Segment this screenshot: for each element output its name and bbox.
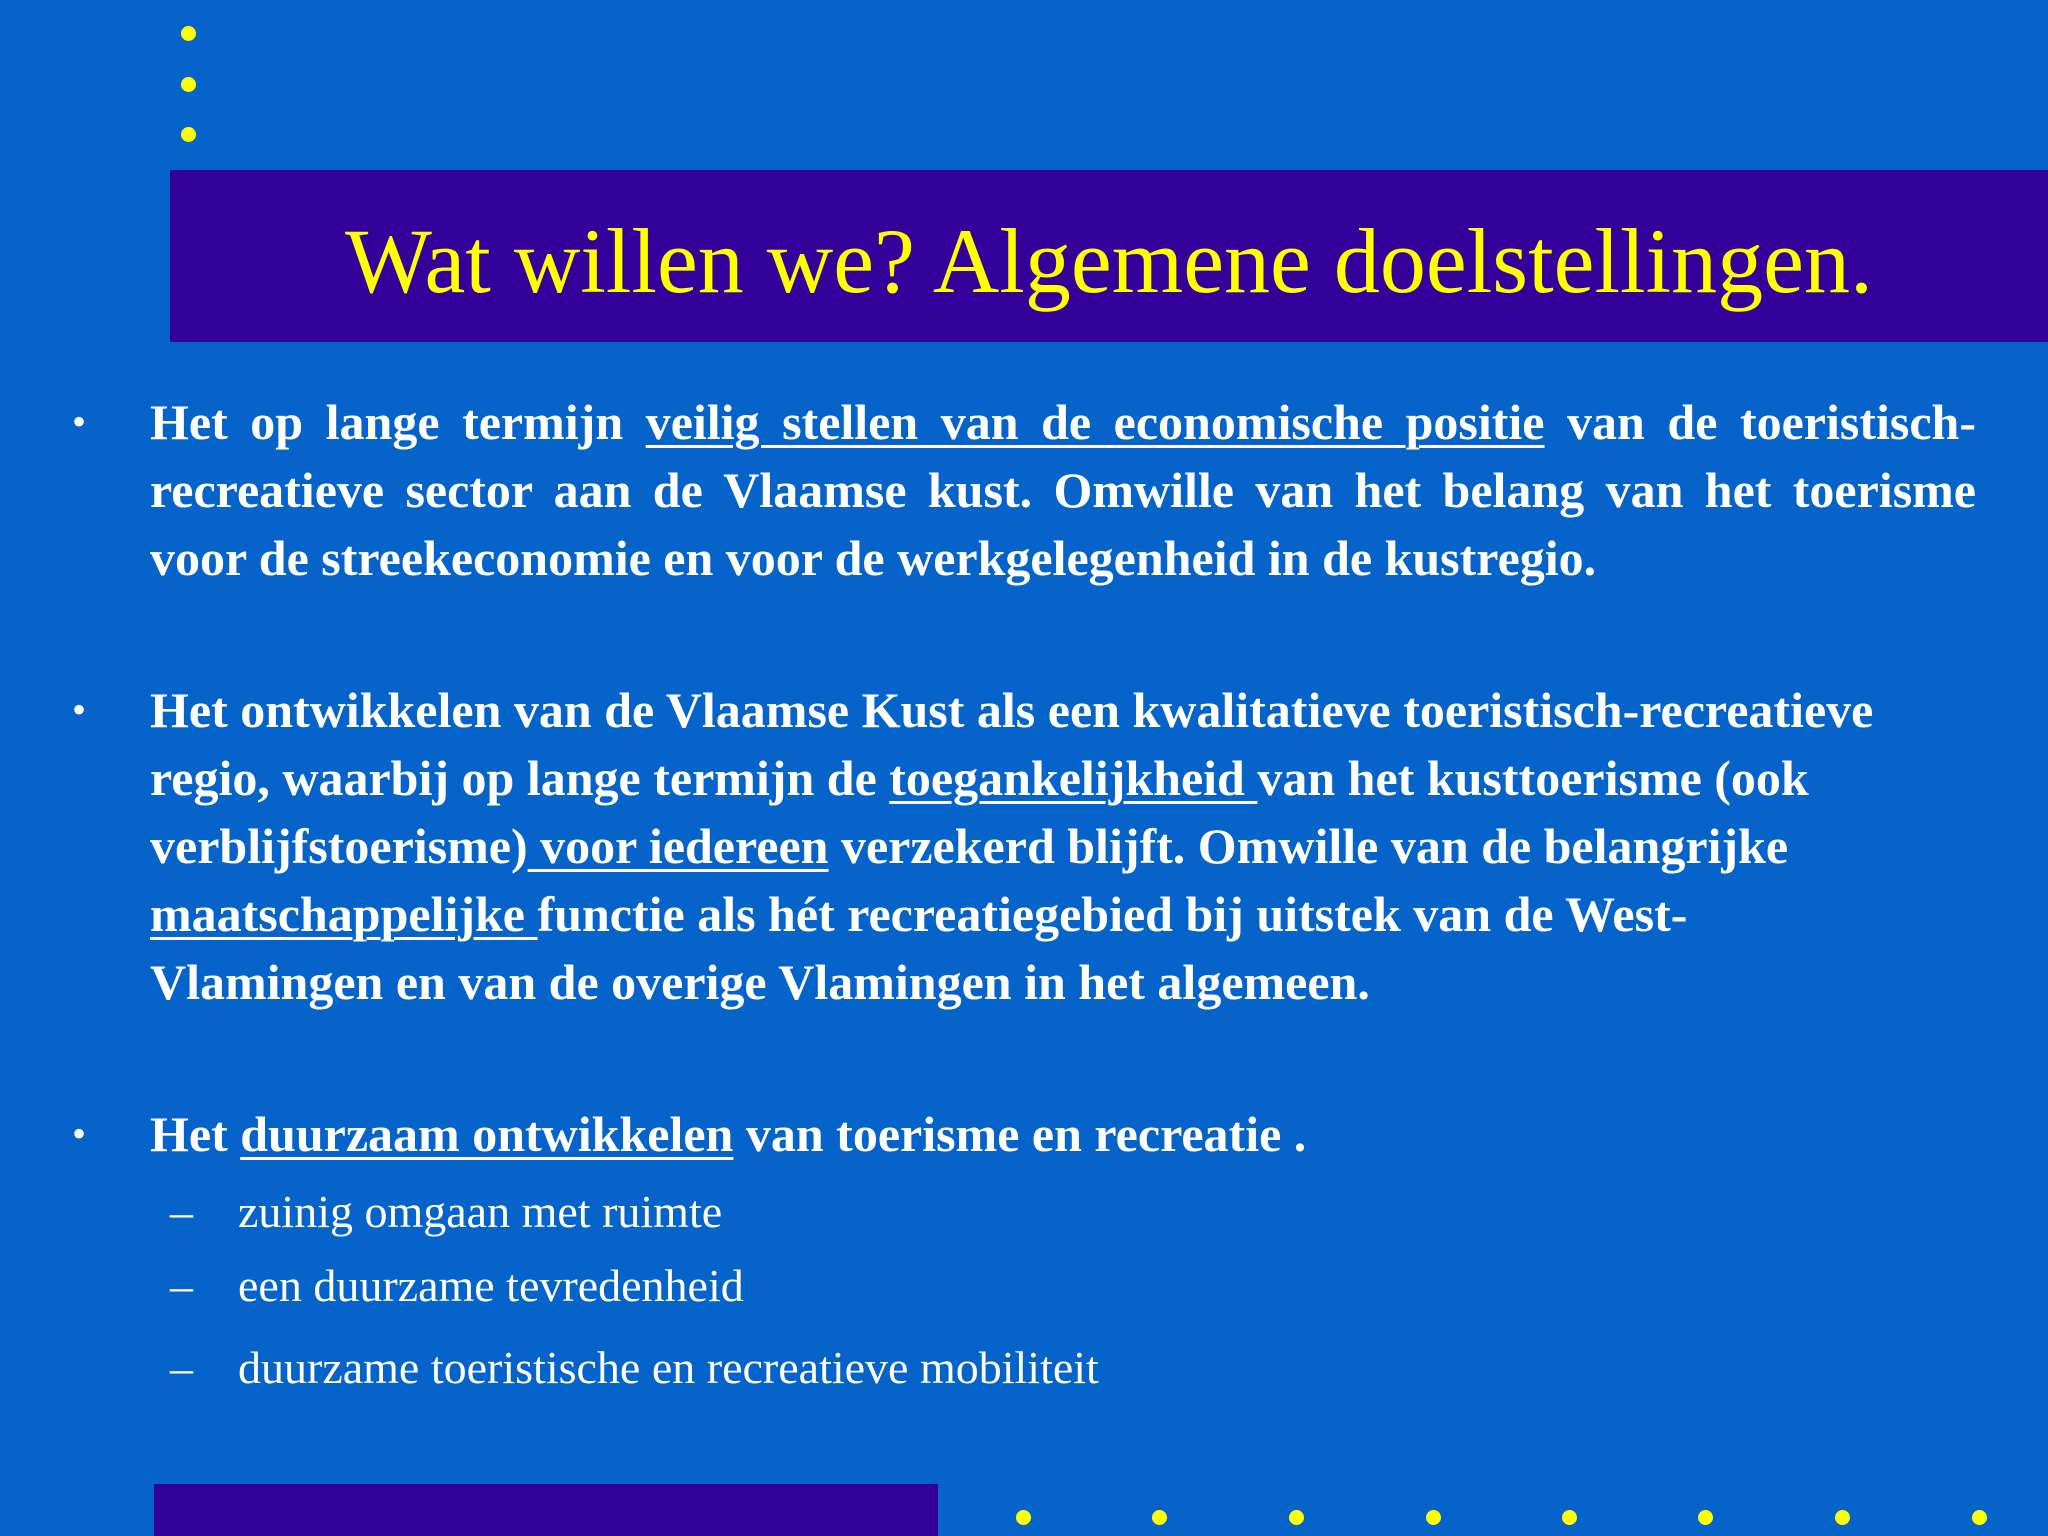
bullet-marker: • [72,687,87,732]
text-segment: functie als hét recreatiegebied bij uitstek van de West-Vlamingen en van de overige Vlamingen in het algemeen. [150,886,1688,1010]
sub-item-text: zuinig omgaan met ruimte [238,1186,723,1237]
bullet-marker: • [72,399,87,444]
decor-dot [181,127,196,142]
text-segment: Het op lange termijn [150,394,646,450]
text-segment: van de toeristisch-recreatieve sector aan de Vlaamse kust. Omwille van het belang van het toerisme voor de streekeconomie en voor de werkgelegenheid in de kustregio. [150,394,1977,586]
decor-dot [1016,1510,1031,1525]
decor-dot [1562,1510,1577,1525]
decor-dot [1426,1510,1441,1525]
bullet-text-2 [150,676,1910,1016]
decor-dot [181,77,196,92]
decor-dot [1289,1510,1304,1525]
underlined-segment: duurzaam ontwikkelen [240,1106,734,1162]
decor-dot [1152,1510,1167,1525]
bullet-text-1 [150,388,1976,592]
decor-dot [1835,1510,1850,1525]
title-bar [170,170,2048,342]
underlined-segment: voor iedereen [527,818,829,874]
underlined-segment: toegankelijkheid [889,750,1258,806]
underlined-segment: maatschappelijke [150,886,538,942]
footer-bar [154,1484,938,1536]
sub-marker: – [170,1342,193,1393]
text-segment: van toerisme en recreatie . [733,1106,1307,1162]
decor-dot [181,26,196,41]
decor-dot [1698,1510,1713,1525]
sub-marker: – [170,1186,193,1237]
text-segment: van het kusttoerisme (ook verblijfstoerisme) [150,750,1809,874]
sub-marker: – [170,1260,193,1311]
text-segment: verzekerd blijft. Omwille van de belangrijke [828,818,1789,874]
bullet-marker: • [72,1111,87,1156]
sub-item-text: duurzame toeristische en recreatieve mobiliteit [238,1342,1099,1393]
sub-item-text: een duurzame tevredenheid [238,1260,744,1311]
slide-title: Wat willen we? Algemene doelstellingen. [344,210,1874,312]
text-segment: Het ontwikkelen van de Vlaamse Kust als een kwalitatieve toeristisch-recreatieve regio, waarbij op lange termijn de [150,682,1874,806]
underlined-segment: veilig stellen van de economische positie [645,394,1545,450]
decor-dot [1972,1510,1987,1525]
text-segment: Het [150,1106,241,1162]
bullet-text-3 [150,1100,1976,1168]
